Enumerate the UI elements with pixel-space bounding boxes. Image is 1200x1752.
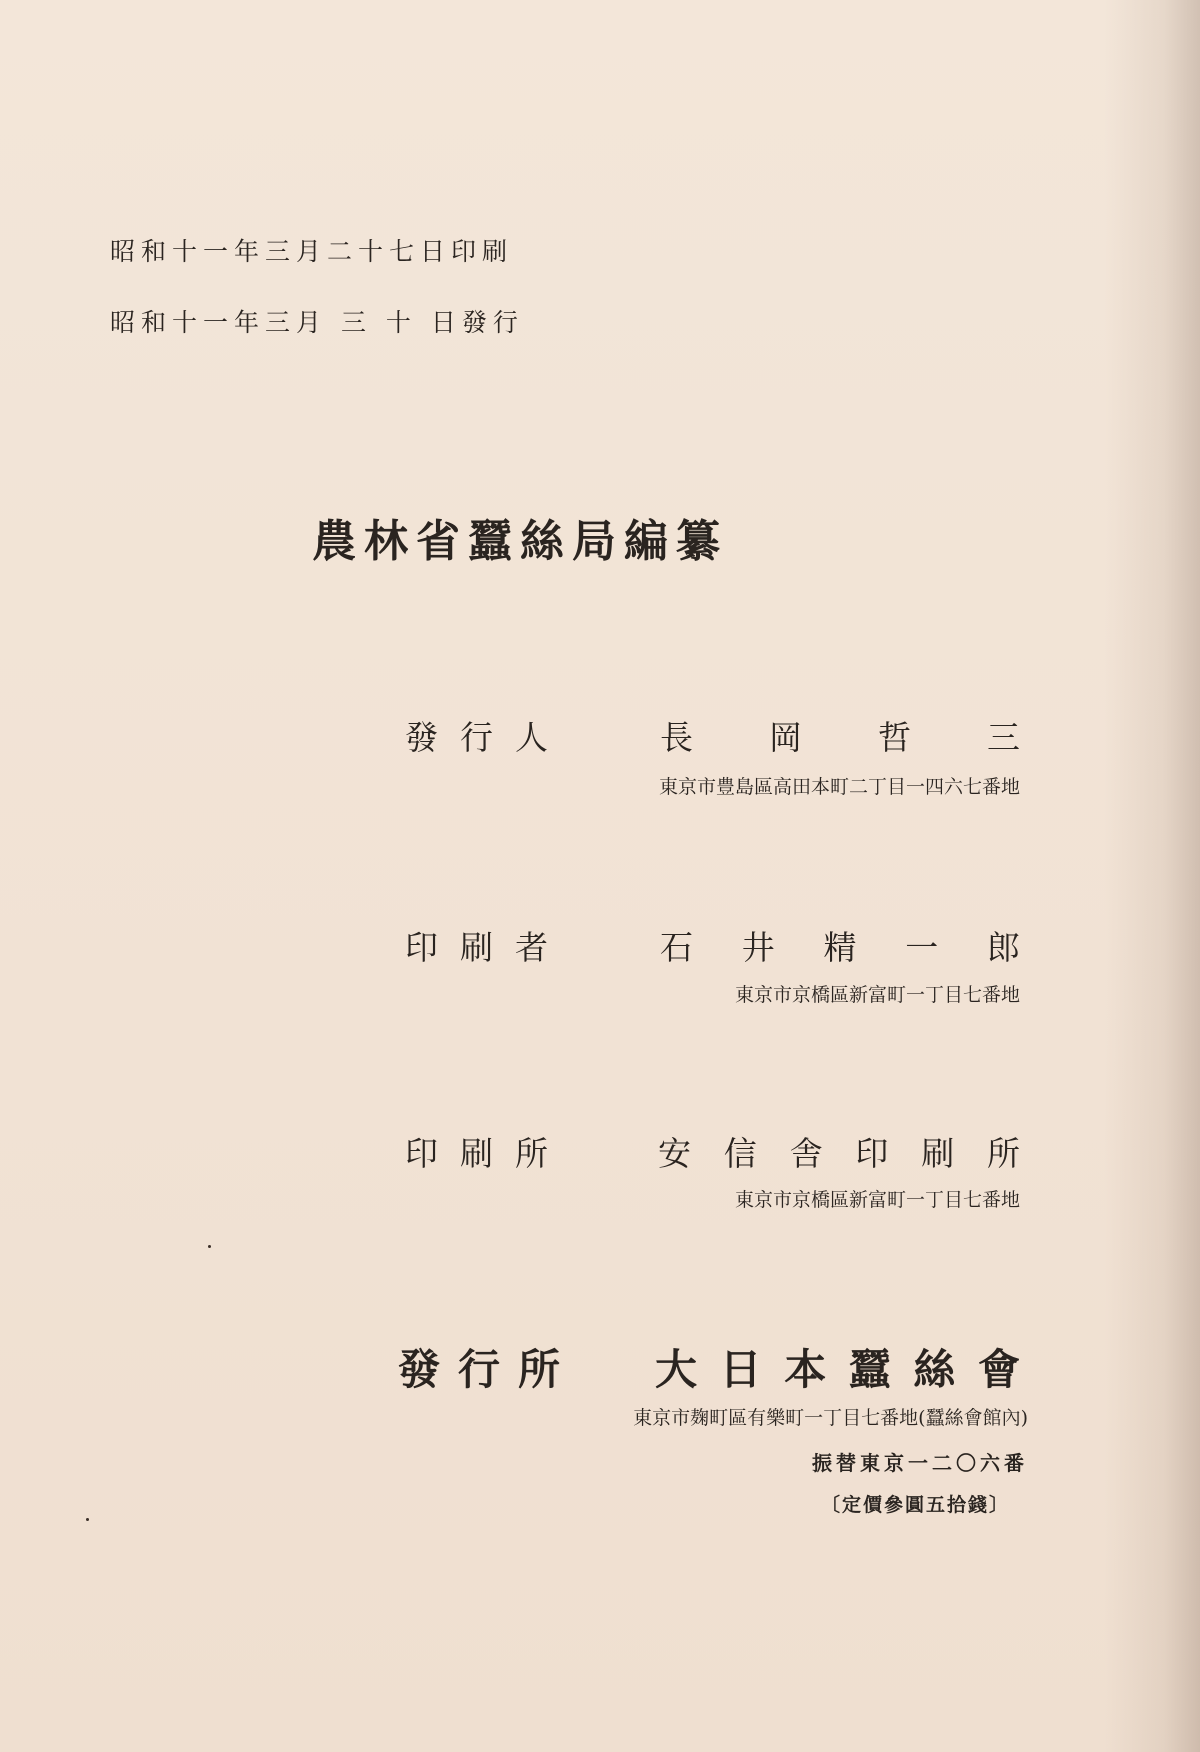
- name-char: 印: [855, 1134, 889, 1173]
- name-char: 精: [823, 928, 857, 967]
- name-char: 一: [905, 928, 939, 967]
- name-char: 會: [977, 1345, 1020, 1394]
- print-date: 昭和十一年三月二十七日印刷: [110, 237, 514, 266]
- publishing-office-address: 東京市麹町區有樂町一丁目七番地(蠶絲會館內): [633, 1407, 1028, 1429]
- name-char: 舎: [789, 1134, 823, 1173]
- name-char: 安: [658, 1134, 691, 1173]
- compiler-line: 農林省蠶絲局編纂: [312, 516, 728, 567]
- printing-office-row: [405, 1128, 1020, 1175]
- name-char: 井: [741, 928, 775, 967]
- name-char: 三: [987, 718, 1020, 757]
- printing-office-role: 印刷所: [405, 1134, 570, 1173]
- publishing-office-row: [398, 1337, 1020, 1397]
- paper-speck: [86, 1518, 89, 1521]
- name-char: 岡: [769, 718, 802, 757]
- publisher-person-name: [660, 712, 1020, 759]
- name-char: 石: [660, 928, 693, 967]
- name-char: 信: [723, 1134, 757, 1173]
- printing-office-address: 東京市京橋區新富町一丁目七番地: [734, 1189, 1020, 1211]
- issue-date: 昭和十一年三月 三 十 日發行: [110, 308, 524, 337]
- name-char: 刷: [921, 1134, 955, 1173]
- name-char: 本: [784, 1345, 827, 1394]
- publishing-office-role: 發行所: [398, 1345, 579, 1394]
- name-char: 所: [986, 1134, 1020, 1173]
- printer-person-role: 印刷者: [405, 928, 570, 967]
- name-char: 日: [719, 1345, 762, 1394]
- name-char: 蠶: [848, 1345, 891, 1394]
- publisher-person-address: 東京市豊島區高田本町二丁目一四六七番地: [658, 776, 1020, 798]
- printer-person-address: 東京市京橋區新富町一丁目七番地: [734, 984, 1020, 1006]
- publisher-person-row: [405, 712, 1020, 759]
- name-char: 郎: [987, 928, 1020, 967]
- publishing-office-name: [655, 1337, 1020, 1397]
- name-char: 長: [660, 718, 693, 757]
- printing-office-name: [658, 1128, 1020, 1175]
- price-label: 〔定價參圓五拾錢〕: [820, 1494, 1010, 1516]
- paper-speck: [208, 1245, 211, 1248]
- name-char: 絲: [913, 1345, 956, 1394]
- transfer-account: 振替東京一二〇六番: [812, 1451, 1028, 1475]
- printer-person-row: [405, 922, 1020, 969]
- name-char: 大: [655, 1345, 698, 1394]
- name-char: 哲: [878, 718, 911, 757]
- publisher-person-role: 發行人: [405, 718, 570, 757]
- printer-person-name: [660, 922, 1020, 969]
